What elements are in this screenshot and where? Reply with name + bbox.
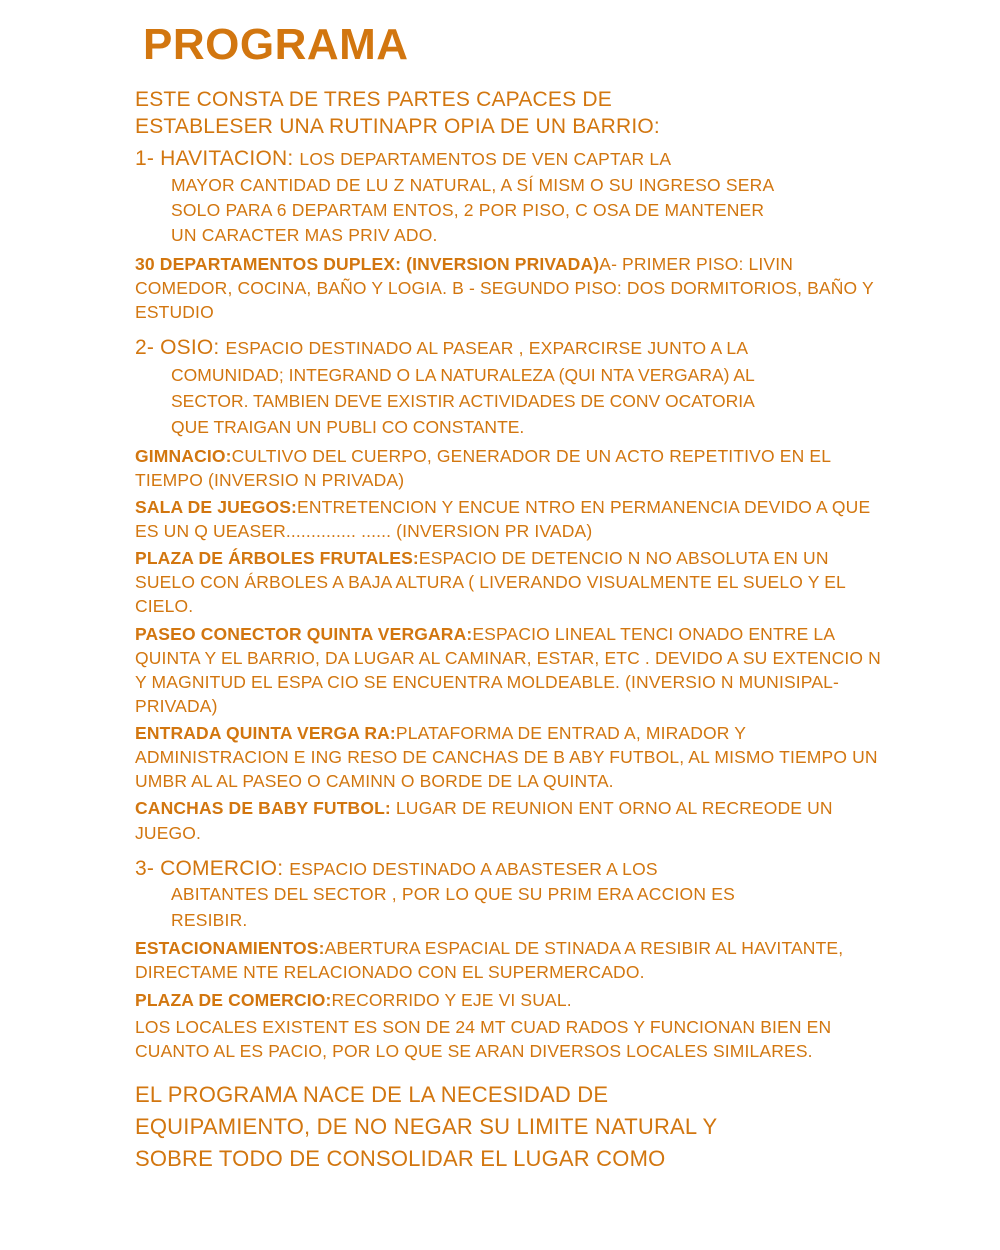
section-2-item-3 <box>135 546 890 618</box>
section-3-heading <box>135 855 890 883</box>
section-3-item-2-label: PLAZA DE COMERCIO: <box>135 989 332 1010</box>
section-2-title: 2- OSIO: <box>135 336 220 360</box>
closing-line-2: EQUIPAMIENTO, DE NO NEGAR SU LIMITE NATURAL Y <box>135 1113 718 1139</box>
section-1-body-line-2: SOLO PARA 6 DEPARTAM ENTOS, 2 POR PISO, C OSA DE MANTENER <box>171 199 765 220</box>
section-2-body-line-2: SECTOR. TAMBIEN DEVE EXISTIR ACTIVIDADES DE CONV OCATORIA <box>171 391 755 412</box>
section-2-body-line-1: COMUNIDAD; INTEGRAND O LA NATURALEZA (QUI NTA VERGARA) AL <box>171 364 755 385</box>
section-3-item-1 <box>135 936 890 984</box>
section-2-body-line-3: QUE TRAIGAN UN PUBLI CO CONSTANTE. <box>171 417 525 438</box>
section-2-item-3-text: ESPACIO DE DETENCIO N NO ABSOLUTA EN UN SUELO CON ÁRBOLES A BAJA ALTURA ( LIVERANDO VISUALMENTE EL SUELO Y EL CIELO. <box>135 548 846 617</box>
section-1-heading <box>135 145 890 173</box>
intro-paragraph <box>135 86 890 141</box>
section-3-item-2 <box>135 988 890 1012</box>
section-3-item-3 <box>135 1015 890 1063</box>
section-3-body <box>135 882 890 933</box>
section-2-item-1 <box>135 444 890 492</box>
section-3-item-1-text: ABERTURA ESPACIAL DE STINADA A RESIBIR AL HAVITANTE, DIRECTAME NTE RELACIONADO CON EL SUPERMERCADO. <box>135 938 844 983</box>
section-2-item-6 <box>135 796 890 844</box>
section-1-item-1-text: A- PRIMER PISO: LIVIN COMEDOR, COCINA, BAÑO Y LOGIA. B - SEGUNDO PISO: DOS DORMITORIOS, BAÑO Y ESTUDIO <box>135 253 874 322</box>
section-1-body <box>135 173 890 249</box>
section-2-item-6-label: CANCHAS DE BABY FUTBOL: <box>135 798 391 819</box>
section-3-item-3-text: LOS LOCALES EXISTENT ES SON DE 24 MT CUAD RADOS Y FUNCIONAN BIEN EN CUANTO AL ES PACIO, POR LO QUE SE ARAN DIVERSOS LOCALES SIMILARES. <box>135 1016 832 1061</box>
section-2-lead: ESPACIO DESTINADO AL PASEAR , EXPARCIRSE JUNTO A LA <box>225 338 749 359</box>
intro-line-1: ESTE CONSTA DE TRES PARTES CAPACES DE <box>135 88 612 112</box>
section-1-item-1 <box>135 252 890 324</box>
closing-line-3: SOBRE TODO DE CONSOLIDAR EL LUGAR COMO <box>135 1145 666 1171</box>
section-1-title: 1- HAVITACION: <box>135 146 294 170</box>
section-1-body-line-3: UN CARACTER MAS PRIV ADO. <box>171 225 438 246</box>
section-1-lead: LOS DEPARTAMENTOS DE VEN CAPTAR LA <box>299 148 672 169</box>
section-1-item-1-label: 30 DEPARTAMENTOS DUPLEX: (INVERSION PRIVADA) <box>135 253 600 274</box>
section-2-item-4-label: PASEO CONECTOR QUINTA VERGARA: <box>135 623 473 644</box>
section-3-body-line-2: RESIBIR. <box>171 909 248 930</box>
section-2-item-3-label: PLAZA DE ÁRBOLES FRUTALES: <box>135 548 419 569</box>
section-2-item-5 <box>135 721 890 793</box>
closing-paragraph <box>135 1079 890 1175</box>
section-2-item-1-text: CULTIVO DEL CUERPO, GENERADOR DE UN ACTO REPETITIVO EN EL TIEMPO (INVERSIO N PRIVADA) <box>135 445 831 490</box>
section-2-body <box>135 362 890 441</box>
section-3-lead: ESPACIO DESTINADO A ABASTESER A LOS <box>289 858 658 879</box>
section-1-body-line-1: MAYOR CANTIDAD DE LU Z NATURAL, A SÍ MISM O SU INGRESO SERA <box>171 174 775 195</box>
closing-line-1: EL PROGRAMA NACE DE LA NECESIDAD DE <box>135 1081 609 1107</box>
section-2-item-4-text: ESPACIO LINEAL TENCI ONADO ENTRE LA QUINTA Y EL BARRIO, DA LUGAR AL CAMINAR, ESTAR, ETC . DEVIDO A SU EXTENCIO N Y MAGNITUD EL ESPA CIO SE ENCUENTRA MOLDEABLE. (INVERSIO N MUNISIPAL-PRIVADA) <box>135 623 881 716</box>
section-2-item-1-label: GIMNACIO: <box>135 445 232 466</box>
section-3-item-2-text: RECORRIDO Y EJE VI SUAL. <box>331 989 572 1010</box>
section-2-item-2-text: ENTRETENCION Y ENCUE NTRO EN PERMANENCIA DEVIDO A QUE ES UN Q UEASER.............. ...... (INVERSION PR IVADA) <box>135 496 871 541</box>
section-3-item-1-label: ESTACIONAMIENTOS: <box>135 938 325 959</box>
section-2-item-2-label: SALA DE JUEGOS: <box>135 496 298 517</box>
section-2-item-2 <box>135 495 890 543</box>
section-2-item-4 <box>135 622 890 719</box>
intro-line-2: ESTABLESER UNA RUTINAPR OPIA DE UN BARRIO: <box>135 115 660 139</box>
page-title: PROGRAMA <box>143 20 409 69</box>
section-3-title: 3- COMERCIO: <box>135 856 284 880</box>
section-2-item-5-text: PLATAFORMA DE ENTRAD A, MIRADOR Y ADMINISTRACION E ING RESO DE CANCHAS DE B ABY FUTBOL, AL MISMO TIEMPO UN UMBR AL AL PASEO O CAMINN O BORDE DE LA QUINTA. <box>135 723 878 792</box>
section-2-heading <box>135 334 890 362</box>
section-3-body-line-1: ABITANTES DEL SECTOR , POR LO QUE SU PRIM ERA ACCION ES <box>171 884 735 905</box>
section-2-item-5-label: ENTRADA QUINTA VERGA RA: <box>135 723 396 744</box>
section-2-item-6-text: LUGAR DE REUNION ENT ORNO AL RECREODE UN JUEGO. <box>135 798 833 843</box>
